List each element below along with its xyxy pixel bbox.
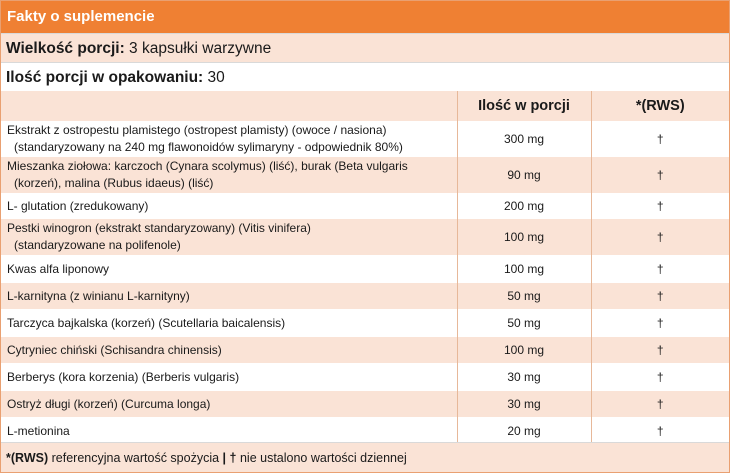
ingredient-amount: 300 mg xyxy=(457,122,591,157)
ingredient-amount: 30 mg xyxy=(457,364,591,391)
servings-per-container-row xyxy=(1,62,729,91)
table-row xyxy=(1,219,729,256)
table-row xyxy=(1,194,729,219)
table-header-row xyxy=(1,91,729,122)
panel-title: Fakty o suplemencie xyxy=(1,1,729,33)
footer-dagger-text: nie ustalono wartości dziennej xyxy=(239,451,407,465)
ingredient-rws: † xyxy=(591,194,729,219)
table-row xyxy=(1,283,729,310)
ingredient-name-line1: Ekstrakt z ostropestu plamistego (ostropest plamisty) (owoce / nasiona) xyxy=(7,123,387,137)
ingredient-name-line1: Cytryniec chiński (Schisandra chinensis) xyxy=(7,342,222,357)
ingredient-name-line1: Mieszanka ziołowa: karczoch (Cynara scolymus) (liść), burak (Beta vulgaris xyxy=(7,159,408,173)
serving-size-label: Wielkość porcji: xyxy=(6,40,125,57)
ingredient-name-line2: (standaryzowany na 240 mg flawonoidów sylimaryny - odpowiednik 80%) xyxy=(14,140,403,154)
table-row xyxy=(1,391,729,418)
ingredient-name xyxy=(1,337,457,364)
table-row xyxy=(1,256,729,283)
header-rws: *(RWS) xyxy=(591,91,729,122)
table-row xyxy=(1,418,729,445)
ingredient-name xyxy=(1,256,457,283)
footer-rws-text: referencyjna wartość spożycia xyxy=(51,451,220,465)
ingredient-amount: 200 mg xyxy=(457,194,591,219)
ingredient-amount: 100 mg xyxy=(457,337,591,364)
ingredient-name-line1: Pestki winogron (ekstrakt standaryzowany) (Vitis vinifera) xyxy=(7,221,311,235)
ingredient-name-line1: L- glutation (zredukowany) xyxy=(7,198,149,213)
ingredient-name-line1: Berberys (kora korzenia) (Berberis vulgaris) xyxy=(7,369,240,384)
header-name xyxy=(1,91,457,122)
ingredient-name-line1: Ostryż długi (korzeń) (Curcuma longa) xyxy=(7,396,211,411)
ingredient-amount: 50 mg xyxy=(457,283,591,310)
ingredient-rws: † xyxy=(591,283,729,310)
ingredient-name-line1: L-karnityna (z winianu L-karnityny) xyxy=(7,288,190,303)
serving-size-row xyxy=(1,33,729,62)
ingredient-amount: 100 mg xyxy=(457,256,591,283)
ingredient-rws: † xyxy=(591,364,729,391)
table-row xyxy=(1,122,729,157)
ingredient-name xyxy=(1,418,457,445)
table-row xyxy=(1,157,729,194)
ingredient-amount: 100 mg xyxy=(457,219,591,256)
ingredient-rws: † xyxy=(591,337,729,364)
ingredient-amount: 90 mg xyxy=(457,157,591,194)
footer-separator: | xyxy=(222,451,227,465)
ingredient-amount: 50 mg xyxy=(457,310,591,337)
ingredient-amount: 30 mg xyxy=(457,391,591,418)
ingredient-rws: † xyxy=(591,310,729,337)
servings-per-container-label: Ilość porcji w opakowaniu: xyxy=(6,69,204,86)
ingredient-name xyxy=(1,364,457,391)
ingredient-name xyxy=(1,122,457,157)
ingredient-rws: † xyxy=(591,418,729,445)
ingredient-rws: † xyxy=(591,219,729,256)
ingredient-rws: † xyxy=(591,256,729,283)
ingredient-name xyxy=(1,310,457,337)
serving-size-value: 3 kapsułki warzywne xyxy=(129,40,272,57)
ingredient-rws: † xyxy=(591,157,729,194)
ingredient-name xyxy=(1,283,457,310)
footer-rws-abbr: *(RWS) xyxy=(6,451,49,465)
ingredient-name-line1: Tarczyca bajkalska (korzeń) (Scutellaria baicalensis) xyxy=(7,315,286,330)
ingredient-rws: † xyxy=(591,391,729,418)
table-row xyxy=(1,310,729,337)
footer-legend xyxy=(1,442,729,472)
table-row xyxy=(1,364,729,391)
footer-dagger: † xyxy=(229,451,237,465)
ingredient-name xyxy=(1,219,457,256)
ingredients-table xyxy=(1,90,729,445)
table-row xyxy=(1,337,729,364)
ingredient-name-line1: L-metionina xyxy=(7,423,70,438)
ingredient-amount: 20 mg xyxy=(457,418,591,445)
ingredient-name-line2: (korzeń), malina (Rubus idaeus) (liść) xyxy=(14,176,214,190)
ingredient-name xyxy=(1,157,457,194)
servings-per-container-value: 30 xyxy=(207,69,225,86)
ingredient-rws: † xyxy=(591,122,729,157)
ingredient-name-line2: (standaryzowane na polifenole) xyxy=(14,238,181,252)
ingredient-name-line1: Kwas alfa liponowy xyxy=(7,261,110,276)
header-amount: Ilość w porcji xyxy=(457,91,591,122)
ingredient-name xyxy=(1,391,457,418)
ingredient-name xyxy=(1,194,457,219)
